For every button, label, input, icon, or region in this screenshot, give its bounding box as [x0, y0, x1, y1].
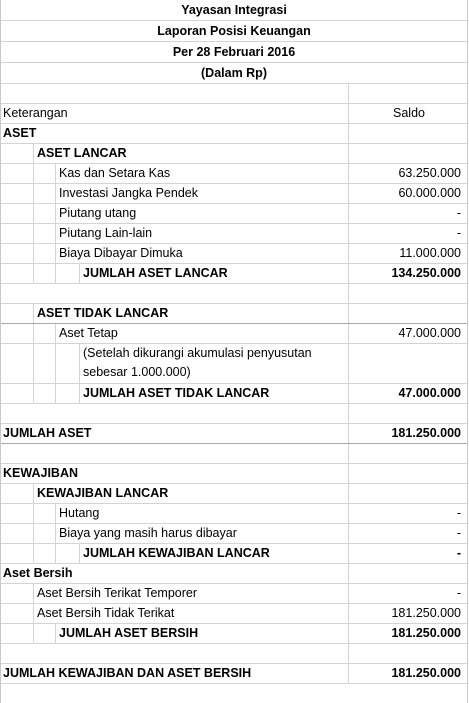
table-row: [1, 344, 467, 384]
indent-divider: [33, 264, 34, 283]
table-row: [1, 184, 467, 204]
indent-divider: [33, 164, 34, 183]
table-row: [1, 544, 467, 564]
row-amount: -: [456, 506, 461, 520]
row-label: JUMLAH ASET TIDAK LANCAR: [83, 386, 270, 400]
indent-divider: [33, 524, 34, 543]
row-label: Biaya Dibayar Dimuka: [59, 246, 183, 260]
blank-row: [1, 284, 467, 304]
row-label: Kas dan Setara Kas: [59, 166, 171, 180]
indent-divider: [33, 324, 34, 343]
indent-divider: [33, 384, 34, 403]
table-row: [1, 144, 467, 164]
row-label: JUMLAH ASET: [3, 426, 92, 440]
column-divider: [348, 344, 349, 383]
row-label: Biaya yang masih harus dibayar: [59, 526, 237, 540]
column-header-row: [1, 104, 467, 124]
indent-divider: [79, 344, 80, 383]
org-name: Yayasan Integrasi: [1, 0, 467, 21]
indent-divider: [33, 504, 34, 523]
table-row: [1, 524, 467, 544]
row-label: Aset Tetap: [59, 326, 118, 340]
row-amount: 47.000.000: [398, 386, 461, 400]
column-divider: [348, 604, 349, 623]
row-label: Aset Bersih: [3, 566, 73, 580]
row-label: Piutang Lain-lain: [59, 226, 153, 240]
column-divider: [348, 124, 349, 143]
report-title: Laporan Posisi Keuangan: [1, 21, 467, 42]
indent-divider: [79, 264, 80, 283]
table-row: [1, 484, 467, 504]
table-row: [1, 504, 467, 524]
column-header-balance: Saldo: [393, 106, 425, 120]
indent-divider: [33, 584, 34, 603]
report-unit: (Dalam Rp): [1, 63, 467, 84]
indent-divider: [33, 204, 34, 223]
column-divider: [348, 244, 349, 263]
column-divider: [348, 224, 349, 243]
column-divider: [348, 424, 349, 443]
indent-divider: [55, 244, 56, 263]
row-label: (Setelah dikurangi akumulasi penyusutan sebesar 1.000.000): [83, 346, 312, 379]
indent-divider: [33, 344, 34, 383]
column-divider: [348, 504, 349, 523]
table-row: [1, 564, 467, 584]
row-amount: 181.250.000: [391, 666, 461, 680]
indent-divider: [55, 184, 56, 203]
column-divider: [348, 284, 349, 303]
indent-divider: [33, 144, 34, 163]
indent-divider: [55, 264, 56, 283]
column-divider: [348, 524, 349, 543]
table-row: [1, 424, 467, 444]
table-row: [1, 624, 467, 644]
indent-divider: [33, 624, 34, 643]
table-row: [1, 304, 467, 324]
row-amount: 181.250.000: [391, 426, 461, 440]
column-header-description: Keterangan: [3, 106, 68, 120]
blank-row: [1, 404, 467, 424]
indent-divider: [55, 504, 56, 523]
table-row: [1, 124, 467, 144]
row-label: JUMLAH KEWAJIBAN DAN ASET BERSIH: [3, 666, 252, 680]
column-divider: [348, 184, 349, 203]
column-divider: [348, 204, 349, 223]
indent-divider: [33, 544, 34, 563]
indent-divider: [33, 604, 34, 623]
indent-divider: [55, 524, 56, 543]
column-divider: [348, 584, 349, 603]
row-amount: -: [456, 526, 461, 540]
column-divider: [348, 264, 349, 283]
table-row: [1, 264, 467, 284]
indent-divider: [79, 544, 80, 563]
table-row: [1, 204, 467, 224]
indent-divider: [33, 304, 34, 323]
row-label: Hutang: [59, 506, 100, 520]
indent-divider: [55, 164, 56, 183]
table-row: [1, 164, 467, 184]
column-divider: [348, 144, 349, 163]
row-amount: -: [456, 206, 461, 220]
line-items: [1, 124, 467, 684]
indent-divider: [33, 224, 34, 243]
column-divider: [348, 164, 349, 183]
table-row: [1, 604, 467, 624]
row-label: ASET TIDAK LANCAR: [37, 306, 169, 320]
column-divider: [348, 104, 349, 123]
row-amount: -: [456, 546, 461, 560]
column-divider: [348, 384, 349, 403]
row-label: JUMLAH ASET BERSIH: [59, 626, 199, 640]
column-divider: [348, 444, 349, 463]
report-date: Per 28 Februari 2016: [1, 42, 467, 63]
blank-row: [1, 644, 467, 664]
table-row: [1, 224, 467, 244]
row-label: ASET: [3, 126, 37, 140]
row-label: KEWAJIBAN: [3, 466, 79, 480]
column-divider: [348, 664, 349, 683]
column-divider: [348, 564, 349, 583]
indent-divider: [55, 204, 56, 223]
indent-divider: [55, 224, 56, 243]
row-amount: -: [456, 586, 461, 600]
table-row: [1, 584, 467, 604]
indent-divider: [33, 244, 34, 263]
table-row: [1, 324, 467, 344]
table-row: [1, 244, 467, 264]
row-label: JUMLAH ASET LANCAR: [83, 266, 228, 280]
indent-divider: [55, 624, 56, 643]
row-label: Aset Bersih Terikat Temporer: [37, 586, 198, 600]
column-divider: [348, 464, 349, 483]
column-divider: [348, 644, 349, 663]
row-amount: 11.000.000: [399, 246, 461, 260]
indent-divider: [55, 344, 56, 383]
indent-divider: [55, 324, 56, 343]
row-label: Investasi Jangka Pendek: [59, 186, 198, 200]
column-divider: [348, 404, 349, 423]
row-amount: 181.250.000: [391, 626, 461, 640]
column-divider: [348, 324, 349, 343]
indent-divider: [55, 384, 56, 403]
column-divider: [348, 304, 349, 323]
indent-divider: [79, 384, 80, 403]
row-amount: 47.000.000: [398, 326, 461, 340]
column-divider: [348, 544, 349, 563]
column-divider: [348, 484, 349, 503]
table-row: [1, 464, 467, 484]
row-label: JUMLAH KEWAJIBAN LANCAR: [83, 546, 270, 560]
indent-divider: [33, 184, 34, 203]
table-row: [1, 384, 467, 404]
table-row: [1, 664, 467, 684]
column-divider: [348, 84, 349, 103]
row-amount: 60.000.000: [398, 186, 461, 200]
row-label: Piutang utang: [59, 206, 137, 220]
indent-divider: [33, 484, 34, 503]
row-amount: 63.250.000: [398, 166, 461, 180]
row-amount: 181.250.000: [391, 606, 461, 620]
row-label: KEWAJIBAN LANCAR: [37, 486, 169, 500]
row-label: ASET LANCAR: [37, 146, 127, 160]
column-divider: [348, 624, 349, 643]
blank-row: [1, 444, 467, 464]
row-amount: -: [456, 226, 461, 240]
indent-divider: [55, 544, 56, 563]
spacer-row: [1, 84, 467, 104]
row-label: Aset Bersih Tidak Terikat: [37, 606, 175, 620]
row-amount: 134.250.000: [391, 266, 461, 280]
